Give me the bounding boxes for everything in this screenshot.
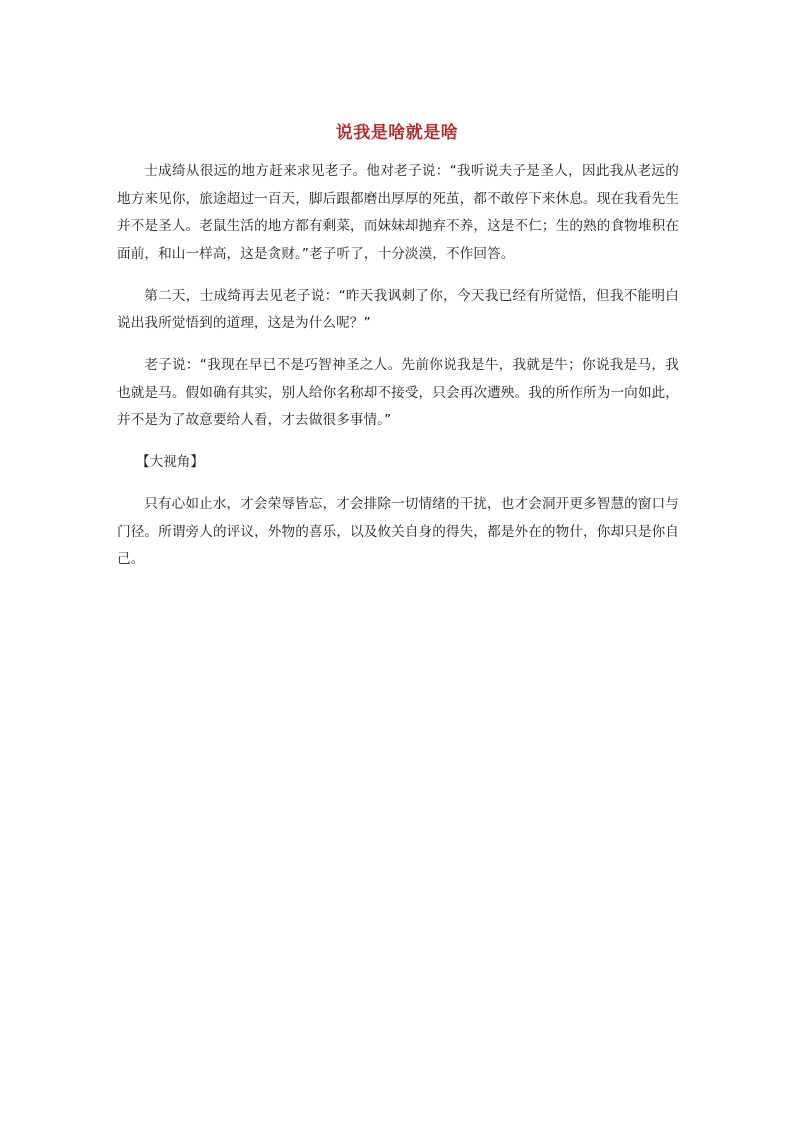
paragraph-3: 老子说：“我现在早已不是巧智神圣之人。先前你说我是牛，我就是牛；你说我是马，我也就是马。假如确有其实，别人给你名称却不接受，只会再次遭殃。我的所作所为一向如此，并不是为了故意要给人看，才去做很多事情。” (117, 357, 679, 428)
paragraph-2: 第二天，士成绮再去见老子说：“昨天我讽刺了你，今天我已经有所觉悟，但我不能明白说出我所觉悟到的道理，这是为什么呢？” (117, 287, 679, 331)
document-body (117, 158, 679, 574)
section-heading: 【大视角】 (136, 454, 204, 470)
paragraph-1: 士成绮从很远的地方赶来求见老子。他对老子说：“我听说夫子是圣人，因此我从老远的地方来见你，旅途超过一百天，脚后跟都磨出厚厚的死茧，都不敢停下来休息。现在我看先生并不是圣人。老鼠生活的地方都有剩菜，而妹妹却抛弃不养，这是不仁；生的熟的食物堆积在面前，和山一样高，这是贪财。”老子听了，十分淡漠，不作回答。 (117, 163, 679, 262)
document-title: 说我是啥就是啥 (335, 123, 459, 143)
section-paragraph: 只有心如止水，才会荣辱皆忘，才会排除一切情绪的干扰，也才会洞开更多智慧的窗口与门径。所谓旁人的评议，外物的喜乐，以及攸关自身的得失，都是外在的物什，你却只是你自己。 (117, 496, 679, 567)
